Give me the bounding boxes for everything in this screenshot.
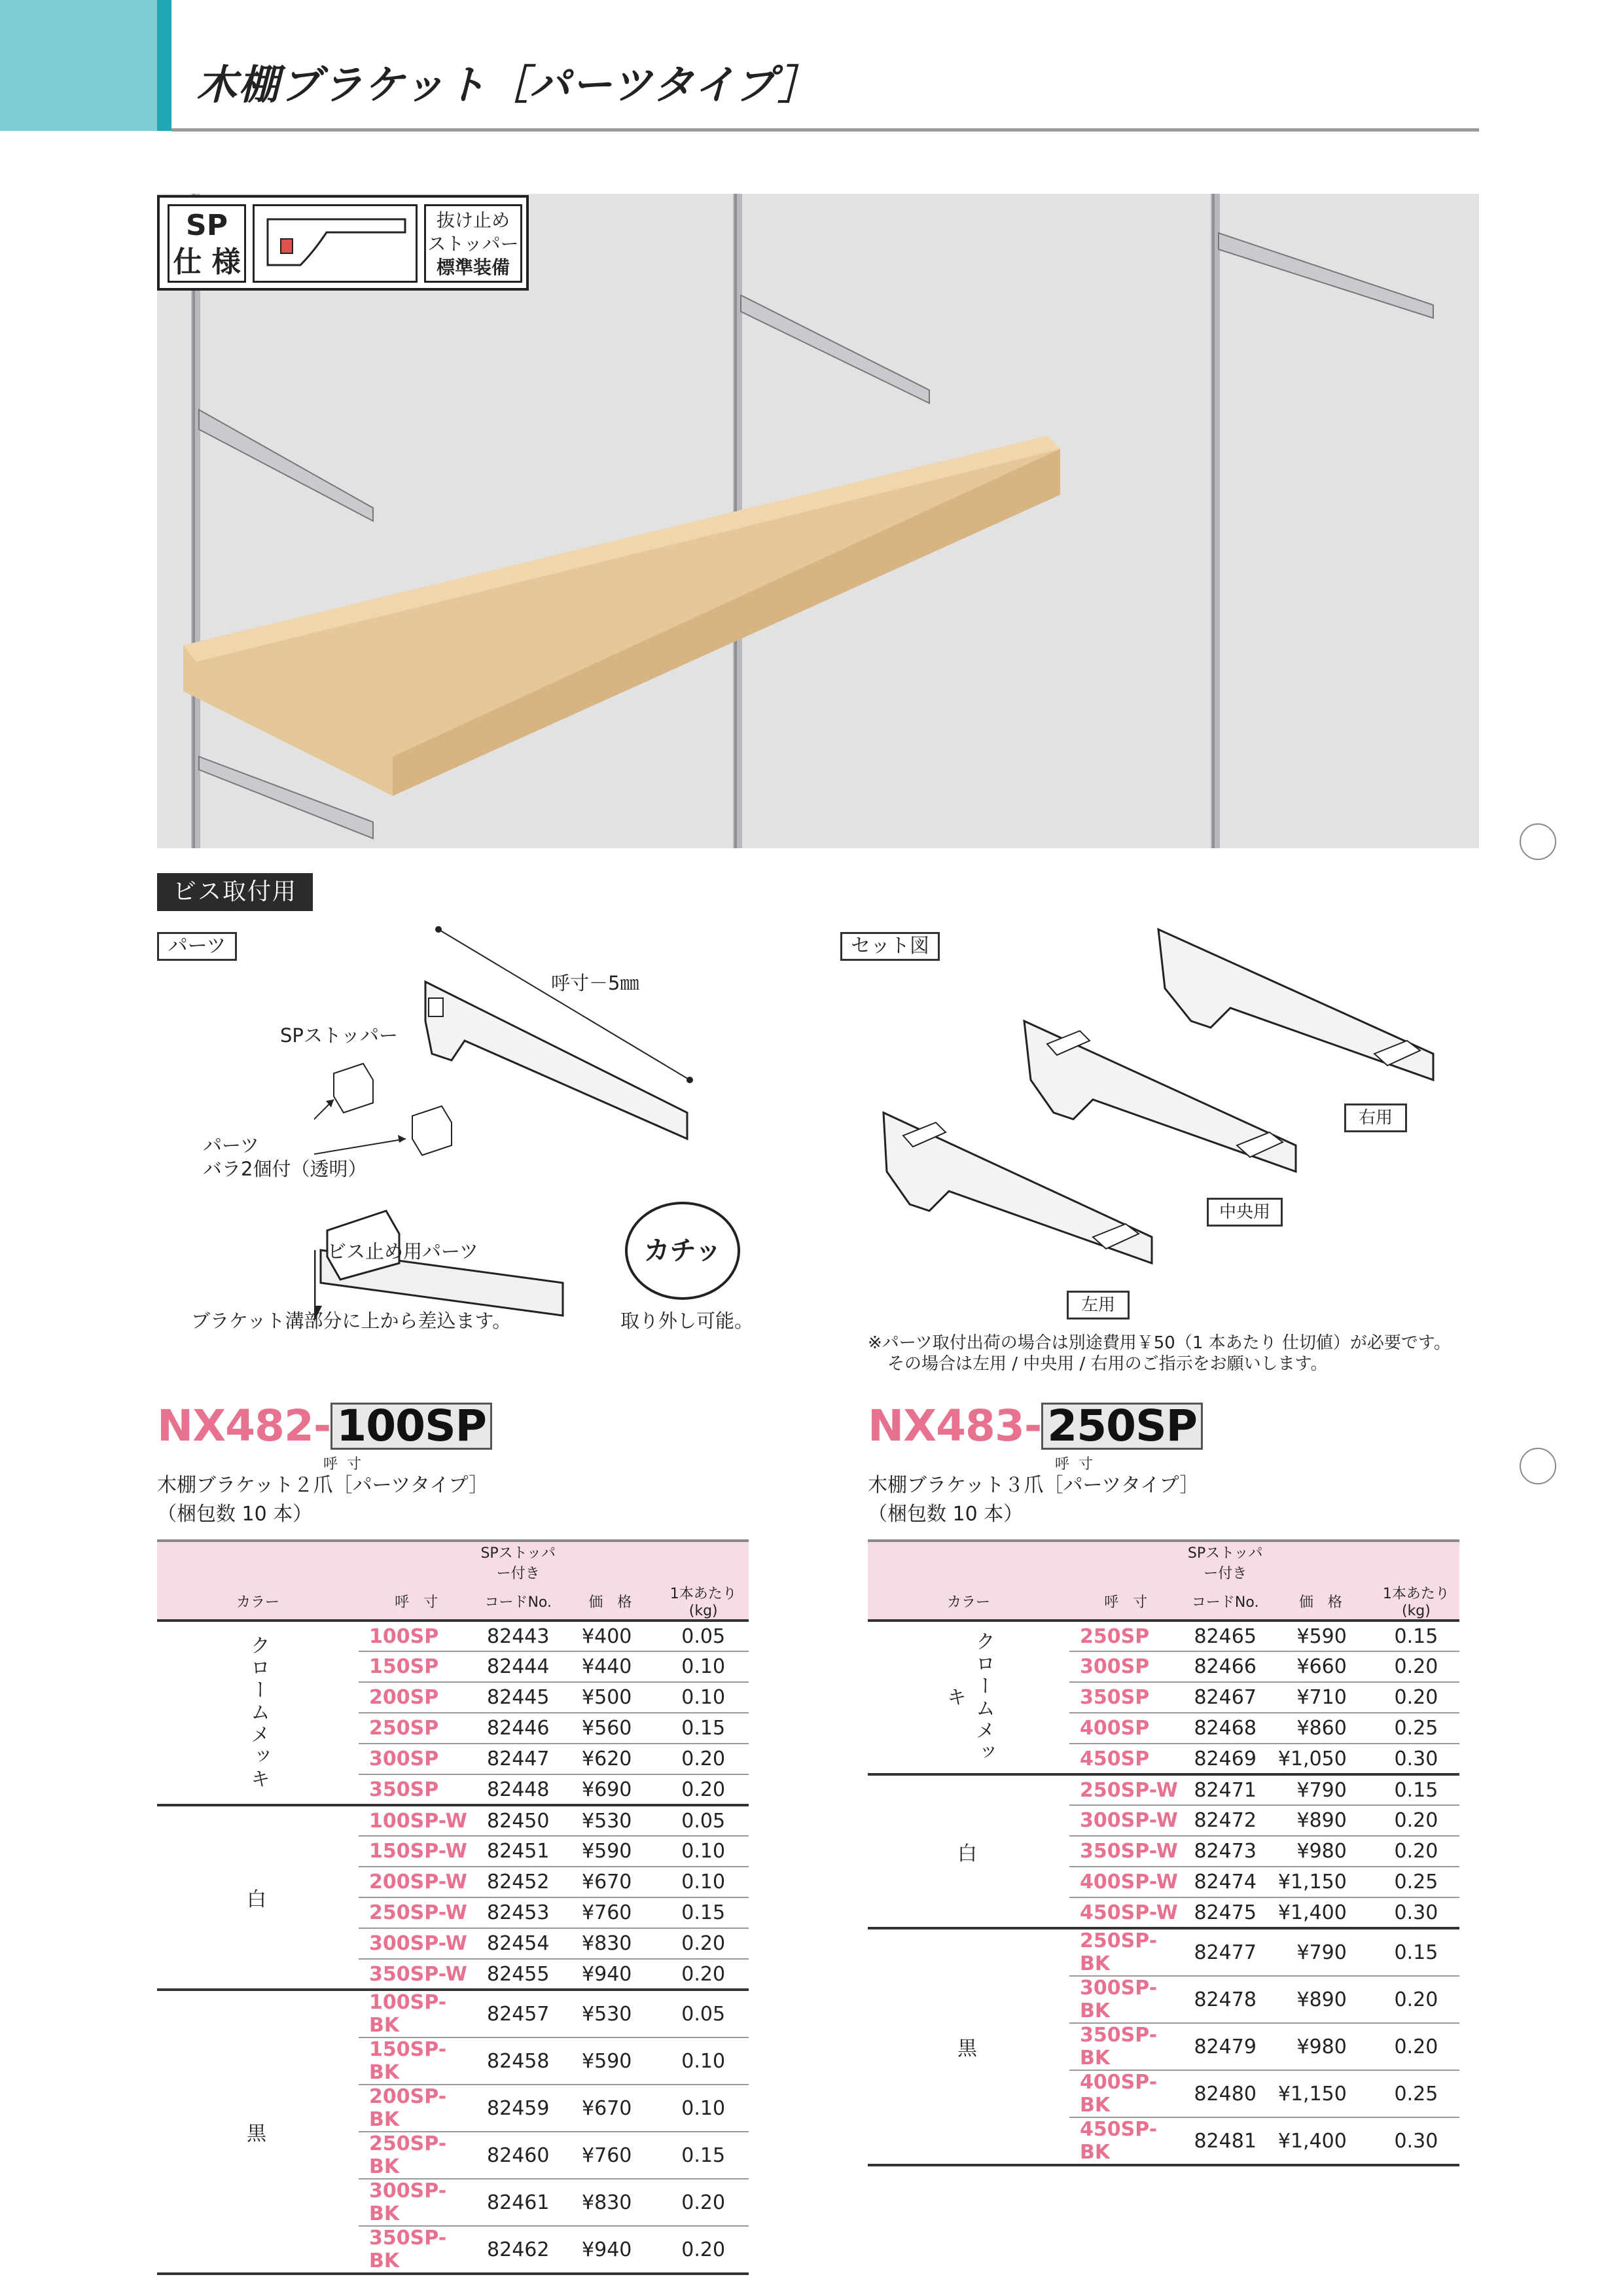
weight-cell: 0.05 — [658, 1990, 749, 2037]
size-cell: 150SP-W — [359, 1836, 474, 1867]
right-bracket-label: 右用 — [1344, 1103, 1407, 1132]
code-cell: 82444 — [474, 1651, 562, 1682]
code-cell: 82468 — [1182, 1713, 1268, 1744]
size-cell: 250SP — [359, 1713, 474, 1744]
code-cell: 82469 — [1182, 1744, 1268, 1774]
code-cell: 82452 — [474, 1867, 562, 1897]
price-cell: ¥890 — [1268, 1805, 1373, 1836]
table-row — [868, 1621, 1459, 1651]
code-cell: 82455 — [474, 1959, 562, 1990]
weight-cell: 0.30 — [1373, 1897, 1459, 1928]
table-row — [868, 1928, 1459, 1976]
size-cell: 150SP-BK — [359, 2037, 474, 2085]
code-cell: 82459 — [474, 2085, 562, 2132]
product1-spec-table — [157, 1539, 749, 2275]
product1-model-prefix: NX482- — [157, 1401, 331, 1451]
code-cell: 82481 — [1182, 2117, 1268, 2165]
weight-cell: 0.20 — [1373, 1836, 1459, 1867]
stopper-drawing-icon — [253, 204, 418, 283]
dimension-label: 呼寸－5㎜ — [551, 972, 639, 994]
price-cell: ¥500 — [562, 1682, 658, 1713]
price-cell: ¥1,150 — [1268, 2070, 1373, 2117]
sp-code: SP — [186, 209, 228, 242]
size-cell: 400SP — [1069, 1713, 1182, 1744]
weight-cell: 0.10 — [658, 2037, 749, 2085]
price-cell: ¥590 — [562, 1836, 658, 1867]
punch-hole-circle — [1520, 1448, 1556, 1484]
center-bracket-label: 中央用 — [1207, 1198, 1283, 1227]
price-cell: ¥690 — [562, 1774, 658, 1805]
weight-cell: 0.15 — [658, 2132, 749, 2179]
title-tab — [0, 0, 157, 131]
product-photo — [157, 194, 1479, 848]
weight-cell: 0.20 — [1373, 1651, 1459, 1682]
price-cell: ¥590 — [562, 2037, 658, 2085]
punch-hole-circle — [1520, 823, 1556, 860]
weight-cell: 0.15 — [1373, 1621, 1459, 1651]
color-cell: クロームメッキ — [868, 1621, 1069, 1774]
size-cell: 200SP — [359, 1682, 474, 1713]
table-row — [157, 1990, 749, 2037]
weight-cell: 0.10 — [658, 2085, 749, 2132]
weight-cell: 0.20 — [658, 2179, 749, 2226]
price-cell: ¥670 — [562, 2085, 658, 2132]
col-header-code: コードNo. — [1182, 1583, 1268, 1621]
price-cell: ¥860 — [1268, 1713, 1373, 1744]
price-cell: ¥560 — [562, 1713, 658, 1744]
product2-spec-table — [868, 1539, 1459, 2166]
weight-cell: 0.15 — [658, 1713, 749, 1744]
code-cell: 82458 — [474, 2037, 562, 2085]
col-header-price: 価 格 — [562, 1583, 658, 1621]
size-cell: 350SP-BK — [1069, 2023, 1182, 2070]
weight-cell: 0.25 — [1373, 1867, 1459, 1897]
product2-model-size: 250SP — [1041, 1403, 1203, 1450]
col-header-color: カラー — [157, 1583, 359, 1621]
size-cell: 450SP-W — [1069, 1897, 1182, 1928]
size-cell: 100SP — [359, 1621, 474, 1651]
price-cell: ¥980 — [1268, 1836, 1373, 1867]
stopper-line-3: 標準装備 — [436, 257, 510, 278]
weight-cell: 0.20 — [658, 1959, 749, 1990]
col-header-size: 呼 寸 — [1069, 1583, 1182, 1621]
product2-yobi: 呼寸 — [1055, 1456, 1103, 1473]
price-cell: ¥1,150 — [1268, 1867, 1373, 1897]
product1-model-size: 100SP — [330, 1403, 492, 1450]
table-header-top: SPストッパー付き — [474, 1541, 562, 1583]
price-cell: ¥790 — [1268, 1774, 1373, 1805]
price-cell: ¥670 — [562, 1867, 658, 1897]
code-cell: 82466 — [1182, 1651, 1268, 1682]
weight-cell: 0.25 — [1373, 1713, 1459, 1744]
weight-cell: 0.20 — [1373, 2023, 1459, 2070]
size-cell: 250SP-BK — [359, 2132, 474, 2179]
size-cell: 400SP-W — [1069, 1867, 1182, 1897]
code-cell: 82472 — [1182, 1805, 1268, 1836]
code-cell: 82448 — [474, 1774, 562, 1805]
click-sound-bubble: カチッ — [625, 1202, 740, 1300]
price-cell: ¥530 — [562, 1990, 658, 2037]
weight-cell: 0.20 — [1373, 1805, 1459, 1836]
price-cell: ¥980 — [1268, 2023, 1373, 2070]
table-row — [157, 1805, 749, 1836]
size-cell: 400SP-BK — [1069, 2070, 1182, 2117]
sp-code-sub: 仕 様 — [173, 245, 241, 279]
weight-cell: 0.20 — [658, 1744, 749, 1774]
removable-note: 取り外し可能。 — [620, 1310, 754, 1332]
code-cell: 82450 — [474, 1805, 562, 1836]
weight-cell: 0.20 — [658, 1774, 749, 1805]
price-cell: ¥760 — [562, 2132, 658, 2179]
set-label: セット図 — [840, 932, 940, 961]
size-cell: 350SP-W — [1069, 1836, 1182, 1867]
color-cell: 白 — [157, 1805, 359, 1990]
code-cell: 82471 — [1182, 1774, 1268, 1805]
size-cell: 250SP-W — [1069, 1774, 1182, 1805]
price-cell: ¥760 — [562, 1897, 658, 1928]
price-cell: ¥830 — [562, 2179, 658, 2226]
size-cell: 300SP-W — [1069, 1805, 1182, 1836]
weight-cell: 0.10 — [658, 1682, 749, 1713]
size-cell: 300SP — [1069, 1651, 1182, 1682]
title-rule — [171, 128, 1479, 132]
product2-model — [868, 1401, 1203, 1451]
size-cell: 350SP — [359, 1774, 474, 1805]
size-cell: 450SP — [1069, 1744, 1182, 1774]
price-cell: ¥890 — [1268, 1976, 1373, 2023]
screw-part-label: ビス止め用パーツ — [327, 1240, 478, 1263]
size-cell: 300SP-BK — [359, 2179, 474, 2226]
size-cell: 300SP-W — [359, 1928, 474, 1959]
weight-cell: 0.30 — [1373, 1744, 1459, 1774]
size-cell: 100SP-BK — [359, 1990, 474, 2037]
code-cell: 82460 — [474, 2132, 562, 2179]
size-cell: 150SP — [359, 1651, 474, 1682]
weight-cell: 0.10 — [658, 1651, 749, 1682]
weight-cell: 0.10 — [658, 1867, 749, 1897]
col-header-price: 価 格 — [1268, 1583, 1373, 1621]
product2-pack: （梱包数 10 本） — [868, 1503, 1024, 1526]
code-cell: 82474 — [1182, 1867, 1268, 1897]
price-cell: ¥940 — [562, 2226, 658, 2274]
weight-cell: 0.10 — [658, 1836, 749, 1867]
price-cell: ¥1,050 — [1268, 1744, 1373, 1774]
weight-cell: 0.15 — [1373, 1928, 1459, 1976]
size-cell: 200SP-BK — [359, 2085, 474, 2132]
sp-code-box — [168, 204, 246, 283]
price-cell: ¥830 — [562, 1928, 658, 1959]
col-header-weight: 1本あたり(kg) — [658, 1583, 749, 1621]
code-cell: 82461 — [474, 2179, 562, 2226]
price-cell: ¥660 — [1268, 1651, 1373, 1682]
parts-note-2: バラ2個付（透明） — [203, 1158, 367, 1180]
size-cell: 350SP-W — [359, 1959, 474, 1990]
weight-cell: 0.05 — [658, 1805, 749, 1836]
product2-name: 木棚ブラケット３爪［パーツタイプ］ — [868, 1474, 1200, 1497]
color-cell: 白 — [868, 1774, 1069, 1928]
page-title: 木棚ブラケット［パーツタイプ］ — [196, 61, 820, 109]
price-cell: ¥400 — [562, 1621, 658, 1651]
stopper-text-box — [424, 204, 522, 283]
code-cell: 82479 — [1182, 2023, 1268, 2070]
color-cell: クロームメッキ — [157, 1621, 359, 1805]
size-cell: 100SP-W — [359, 1805, 474, 1836]
code-cell: 82453 — [474, 1897, 562, 1928]
size-cell: 200SP-W — [359, 1867, 474, 1897]
color-cell: 黒 — [868, 1928, 1069, 2165]
weight-cell: 0.20 — [658, 1928, 749, 1959]
col-header-color: カラー — [868, 1583, 1069, 1621]
price-cell: ¥590 — [1268, 1621, 1373, 1651]
price-cell: ¥790 — [1268, 1928, 1373, 1976]
code-cell: 82446 — [474, 1713, 562, 1744]
code-cell: 82475 — [1182, 1897, 1268, 1928]
size-cell: 300SP — [359, 1744, 474, 1774]
product1-pack: （梱包数 10 本） — [157, 1503, 313, 1526]
code-cell: 82457 — [474, 1990, 562, 2037]
insert-note: ブラケット溝部分に上から差込ます。 — [191, 1310, 512, 1332]
weight-cell: 0.15 — [1373, 1774, 1459, 1805]
table-row — [868, 1774, 1459, 1805]
sp-stopper-label: SPストッパー — [280, 1024, 399, 1047]
parts-note-1: パーツ — [203, 1134, 259, 1157]
stopper-line-1: 抜け止め — [436, 209, 510, 231]
price-cell: ¥940 — [562, 1959, 658, 1990]
size-cell: 300SP-BK — [1069, 1976, 1182, 2023]
code-cell: 82480 — [1182, 2070, 1268, 2117]
table-header-top: SPストッパー付き — [1182, 1541, 1268, 1583]
parts-label: パーツ — [157, 932, 237, 961]
col-header-weight: 1本あたり(kg) — [1373, 1583, 1459, 1621]
code-cell: 82447 — [474, 1744, 562, 1774]
weight-cell: 0.15 — [658, 1897, 749, 1928]
product2-model-prefix: NX483- — [868, 1401, 1042, 1451]
price-cell: ¥530 — [562, 1805, 658, 1836]
code-cell: 82473 — [1182, 1836, 1268, 1867]
code-cell: 82445 — [474, 1682, 562, 1713]
price-cell: ¥1,400 — [1268, 2117, 1373, 2165]
set-note-1: ※パーツ取付出荷の場合は別途費用￥50（1 本あたり 仕切値）が必要です。 — [868, 1333, 1451, 1353]
title-tab-accent — [157, 0, 171, 131]
color-cell: 黒 — [157, 1990, 359, 2274]
size-cell: 450SP-BK — [1069, 2117, 1182, 2165]
weight-cell: 0.30 — [1373, 2117, 1459, 2165]
size-cell: 250SP-W — [359, 1897, 474, 1928]
code-cell: 82443 — [474, 1621, 562, 1651]
price-cell: ¥620 — [562, 1744, 658, 1774]
weight-cell: 0.05 — [658, 1621, 749, 1651]
weight-cell: 0.20 — [1373, 1682, 1459, 1713]
price-cell: ¥440 — [562, 1651, 658, 1682]
price-cell: ¥710 — [1268, 1682, 1373, 1713]
price-cell: ¥1,400 — [1268, 1897, 1373, 1928]
sp-spec-badge — [157, 195, 529, 291]
set-note-2: その場合は左用 / 中央用 / 右用のご指示をお願いします。 — [887, 1354, 1328, 1374]
code-cell: 82477 — [1182, 1928, 1268, 1976]
weight-cell: 0.25 — [1373, 2070, 1459, 2117]
size-cell: 350SP-BK — [359, 2226, 474, 2274]
table-row — [157, 1621, 749, 1651]
code-cell: 82451 — [474, 1836, 562, 1867]
size-cell: 250SP — [1069, 1621, 1182, 1651]
code-cell: 82478 — [1182, 1976, 1268, 2023]
col-header-code: コードNo. — [474, 1583, 562, 1621]
weight-cell: 0.20 — [658, 2226, 749, 2274]
code-cell: 82454 — [474, 1928, 562, 1959]
code-cell: 82462 — [474, 2226, 562, 2274]
left-bracket-label: 左用 — [1067, 1291, 1130, 1319]
product1-model — [157, 1401, 492, 1451]
code-cell: 82467 — [1182, 1682, 1268, 1713]
section-label: ビス取付用 — [157, 873, 313, 911]
weight-cell: 0.20 — [1373, 1976, 1459, 2023]
product1-name: 木棚ブラケット２爪［パーツタイプ］ — [157, 1474, 489, 1497]
code-cell: 82465 — [1182, 1621, 1268, 1651]
size-cell: 250SP-BK — [1069, 1928, 1182, 1976]
col-header-size: 呼 寸 — [359, 1583, 474, 1621]
size-cell: 350SP — [1069, 1682, 1182, 1713]
product1-yobi: 呼寸 — [323, 1456, 371, 1473]
stopper-line-2: ストッパー — [427, 233, 519, 255]
